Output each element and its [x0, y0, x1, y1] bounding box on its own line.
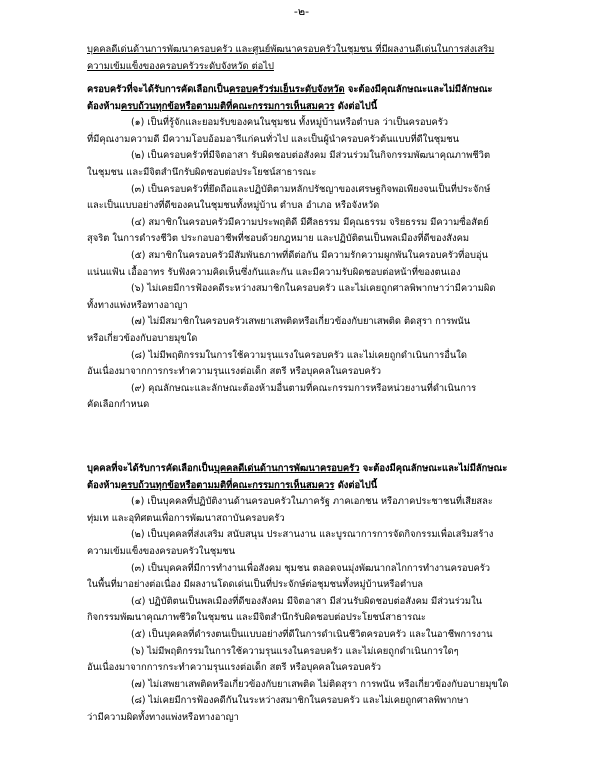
criteria-item-cont: กิจกรรมพัฒนาคุณภาพชีวิตในชุมชน และมีจิตสำนึกรับผิดชอบต่อประโยชน์สาธารณะ [87, 612, 426, 624]
intro-paragraph [87, 42, 539, 75]
intro-line: บุคคลดีเด่นด้านการพัฒนาครอบครัว และศูนย์พัฒนาครอบครัวในชุมชน ที่มีผลงานดีเด่นในการส่งเสริม [87, 44, 495, 55]
criteria-item-cont: อันเนื่องมาจากการกระทำความรุนแรงต่อเด็ก สตรี หรือบุคคลในครอบครัว [87, 366, 382, 378]
section-heading-cont: ต้องห้ามครบถ้วนทุกข้อหรือตามมติที่คณะกรรมการเห็นสมควร ดังต่อไปนี้ [87, 479, 378, 491]
criteria-item-cont: สุจริต ในการดำรงชีวิต ประกอบอาชีพที่ชอบด้วยกฎหมาย และปฏิบัติตนเป็นพลเมืองที่ดีของสังคม [87, 233, 470, 245]
criteria-list [87, 115, 539, 414]
criteria-item-cont: ว่ามีความผิดทั้งทางแพ่งหรือทางอาญา [87, 711, 239, 723]
criteria-item: (๒) เป็นบุคคลที่ส่งเสริม สนับสนุน ประสานงาน และบูรณาการการจัดกิจกรรมเพื่อเสริมสร้าง [131, 529, 494, 541]
criteria-item: (๘) ไม่มีพฤติกรรมในการใช้ความรุนแรงในครอบครัว และไม่เคยถูกดำเนินการอื่นใด [131, 349, 467, 361]
criteria-item: (๘) ไม่เคยมีการฟ้องคดีกันในระหว่างสมาชิกในครอบครัว และไม่เคยถูกศาลพิพากษา [131, 695, 469, 707]
criteria-item: (๗) ไม่มีสมาชิกในครอบครัวเสพยาเสพติดหรือเกี่ยวข้องกับยาเสพติด ติดสุรา การพนัน [131, 316, 471, 328]
criteria-item-cont: ในชุมชน และมีจิตสำนึกรับผิดชอบต่อประโยชน์สาธารณะ [87, 166, 317, 178]
criteria-item: (๗) ไม่เสพยาเสพติดหรือเกี่ยวข้องกับยาเสพติด ไม่ติดสุรา การพนัน หรือเกี่ยวข้องกับอบายมุขใด [131, 678, 509, 690]
criteria-item: (๕) สมาชิกในครอบครัวมีสัมพันธภาพที่ดีต่อกัน มีความรักความผูกพันในครอบครัวที่อบอุ่น [131, 249, 488, 261]
criteria-item: (๖) ไม่มีพฤติกรรมในการใช้ความรุนแรงในครอบครัว และไม่เคยถูกดำเนินการใดๆ [131, 645, 459, 657]
section-heading: บุคคลที่จะได้รับการคัดเลือกเป็นบุคคลดีเด่นด้านการพัฒนาครอบครัว จะต้องมีคุณลักษณะและไม่มีลักษณะ [87, 463, 508, 474]
section-person-criteria [87, 461, 539, 727]
criteria-item-cont: แน่นแฟ้น เอื้ออาทร รับฟังความคิดเห็นซึ่งกันและกัน และมีความรับผิดชอบต่อหน้าที่ของตนเอง [87, 266, 461, 278]
criteria-item-cont: ที่มีคุณงามความดี มีความโอบอ้อมอารีแก่คนทั่วไป และเป็นผู้นำครอบครัวต้นแบบที่ดีในชุมชน [87, 133, 460, 145]
criteria-item: (๔) สมาชิกในครอบครัวมีความประพฤติดี มีศีลธรรม มีคุณธรรม จริยธรรม มีความซื่อสัตย์ [131, 216, 489, 228]
criteria-item-cont: อันเนื่องมาจากการกระทำความรุนแรงต่อเด็ก สตรี หรือบุคคลในครอบครัว [87, 662, 382, 674]
section-heading-cont: ต้องห้ามครบถ้วนทุกข้อหรือตามมติที่คณะกรรมการเห็นสมควร ดังต่อไปนี้ [87, 100, 378, 112]
criteria-item: (๓) เป็นบุคคลที่มีการทำงานเพื่อสังคม ชุมชน ตลอดจนมุ่งพัฒนากลไกการทำงานครอบครัว [131, 562, 491, 574]
criteria-item: (๖) ไม่เคยมีการฟ้องคดีระหว่างสมาชิกในครอบครัว และไม่เคยถูกศาลพิพากษาว่ามีความผิด [131, 283, 496, 295]
criteria-item-cont: คัดเลือกกำหนด [87, 399, 150, 411]
section-heading: ครอบครัวที่จะได้รับการคัดเลือกเป็นครอบครัวร่มเย็นระดับจังหวัด จะต้องมีคุณลักษณะและไม่มีลักษณะ [87, 84, 493, 95]
criteria-item-cont: ความเข้มแข็งของครอบครัวในชุมชน [87, 545, 236, 557]
criteria-item: (๕) เป็นบุคคลที่ดำรงตนเป็นแบบอย่างที่ดีในการดำเนินชีวิตครอบครัว และในอาชีพการงาน [131, 628, 493, 640]
section-family-criteria [87, 82, 539, 414]
criteria-item: (๓) เป็นครอบครัวที่ยึดถือและปฏิบัติตามหลักปรัชญาของเศรษฐกิจพอเพียงจนเป็นที่ประจักษ์ [131, 183, 491, 195]
criteria-item: (๑) เป็นบุคคลที่ปฏิบัติงานด้านครอบครัวในภาครัฐ ภาคเอกชน หรือภาคประชาชนที่เสียสละ [131, 496, 493, 508]
criteria-item-cont: ในพื้นที่มาอย่างต่อเนื่อง มีผลงานโดดเด่นเป็นที่ประจักษ์ต่อชุมชนทั้งหมู่บ้านหรือตำบล [87, 579, 424, 591]
criteria-item: (๑) เป็นที่รู้จักและยอมรับของคนในชุมชน ทั้งหมู่บ้านหรือตำบล ว่าเป็นครอบครัว [131, 117, 449, 129]
criteria-item-cont: หรือเกี่ยวข้องกับอบายมุขใด [87, 332, 198, 344]
intro-line: ความเข้มแข็งของครอบครัวระดับจังหวัด ต่อไป [87, 60, 274, 72]
criteria-item: (๒) เป็นครอบครัวที่มีจิตอาสา รับผิดชอบต่อสังคม มีส่วนร่วมในกิจกรรมพัฒนาคุณภาพชีวิต [131, 150, 491, 162]
criteria-item-cont: ทุ่มเท และอุทิศตนเพื่อการพัฒนาสถาบันครอบครัว [87, 512, 285, 524]
criteria-list [87, 494, 539, 726]
criteria-item-cont: และเป็นแบบอย่างที่ดีของคนในชุมชนทั้งหมู่บ้าน ตำบล อำเภอ หรือจังหวัด [87, 200, 380, 212]
page-number: -๒- [293, 5, 310, 18]
criteria-item-cont: ทั้งทางแพ่งหรือทางอาญา [87, 299, 188, 311]
criteria-item: (๙) คุณลักษณะและลักษณะต้องห้ามอื่นตามที่คณะกรรมการหรือหน่วยงานที่ดำเนินการ [131, 382, 477, 394]
criteria-item: (๔) ปฏิบัติตนเป็นพลเมืองที่ดีของสังคม มีจิตอาสา มีส่วนรับผิดชอบต่อสังคม มีส่วนร่วมใน [131, 595, 483, 607]
